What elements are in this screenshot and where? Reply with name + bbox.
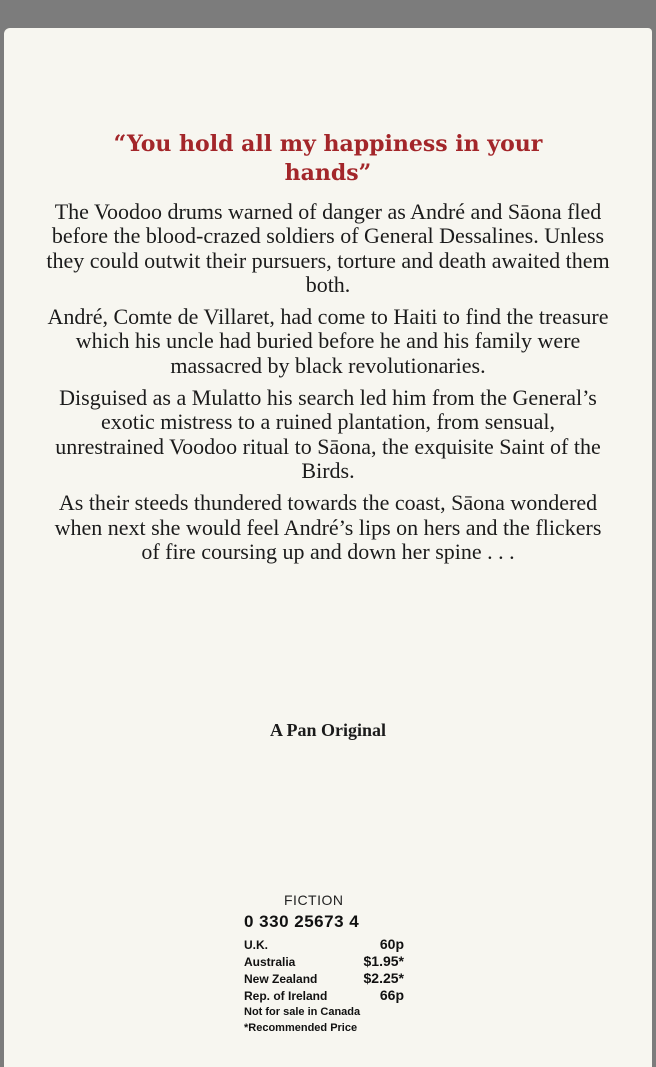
- blurb-paragraph-4: As their steeds thundered towards the coast, Sāona wondered when next she would feel André’s lips on hers and the flickers of fire coursing up and down her spine . . .: [54, 490, 602, 564]
- price-row-uk: [244, 936, 404, 953]
- price-row-new-zealand: [244, 970, 404, 987]
- blurb-paragraph-3: Disguised as a Mulatto his search led him from the General’s exotic mistress to a ruined plantation, from sensual, unrestrained Voodoo ritual to Sāona, the exquisite Saint of the Birds.: [55, 385, 601, 483]
- recommended-price-note: *Recommended Price: [244, 1022, 358, 1034]
- blurb: [44, 200, 612, 572]
- blurb-paragraph-1: The Voodoo drums warned of danger as André and Sāona fled before the blood-crazed soldiers of General Dessalines. Unless they could outwit their pursuers, torture and death awaited them both.: [46, 199, 610, 297]
- price-row-australia: [244, 953, 404, 970]
- price-value: 66p: [379, 987, 404, 1003]
- price-region: Rep. of Ireland: [244, 989, 328, 1003]
- price-list: [244, 936, 404, 1036]
- price-value: 60p: [379, 936, 404, 952]
- not-for-sale-note: Not for sale in Canada: [244, 1006, 361, 1018]
- price-region: Australia: [244, 955, 296, 969]
- price-region: New Zealand: [244, 972, 318, 986]
- publisher-imprint: A Pan Original: [269, 720, 386, 740]
- price-value: $2.25*: [363, 970, 404, 986]
- price-value: $1.95*: [363, 953, 404, 969]
- isbn: 0 330 25673 4: [244, 912, 360, 931]
- tagline-line-2: hands”: [284, 160, 372, 186]
- price-row-ireland: [244, 987, 404, 1004]
- price-region: U.K.: [244, 938, 268, 952]
- tagline-quote: [4, 130, 652, 188]
- tagline-line-1: “You hold all my happiness in your: [113, 131, 543, 157]
- blurb-paragraph-2: André, Comte de Villaret, had come to Haiti to find the treasure which his uncle had buried before he and his family were massacred by black revolutionaries.: [47, 304, 609, 378]
- genre-label: FICTION: [284, 892, 344, 908]
- back-cover: [4, 28, 652, 1067]
